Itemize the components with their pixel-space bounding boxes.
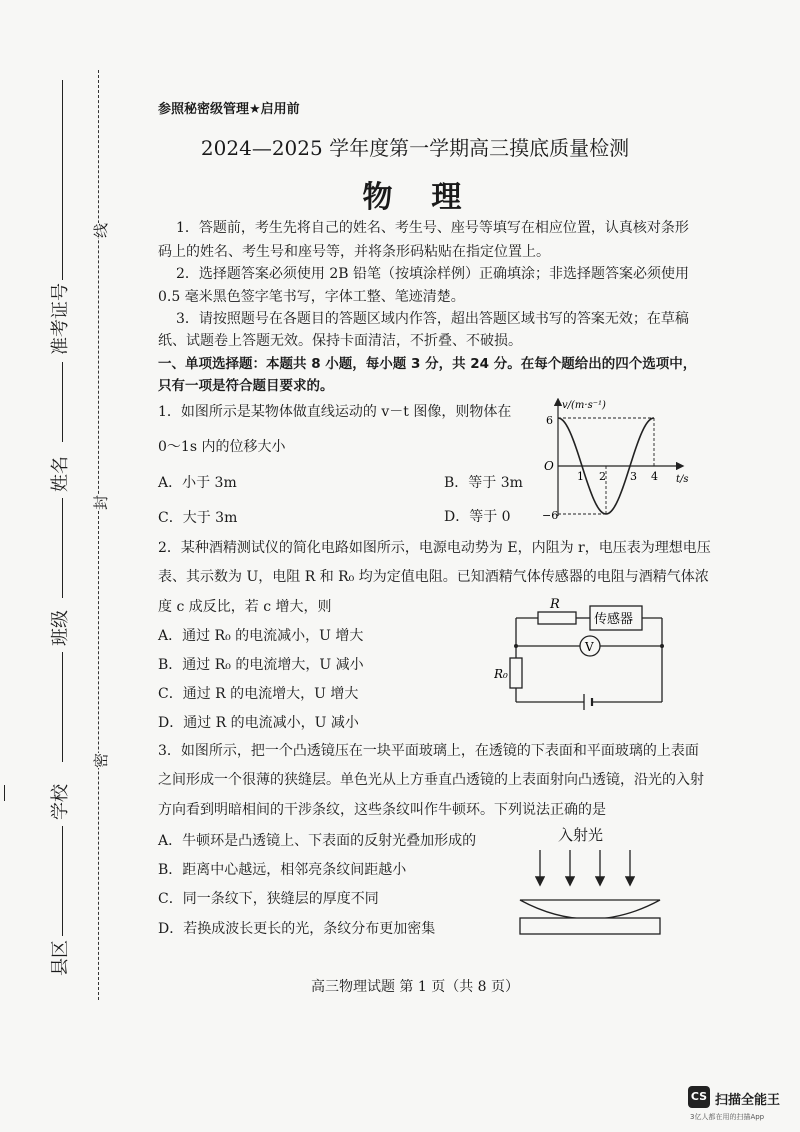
margin-label-name: 姓名 — [50, 456, 71, 492]
resistor-r — [538, 612, 576, 624]
q3-option-a: A．牛顿环是凸透镜上、下表面的反射光叠加形成的 — [158, 833, 477, 849]
graph-origin: O — [544, 459, 554, 473]
seal-char-secret: 密 — [92, 752, 110, 768]
margin-line — [62, 826, 63, 936]
graph-x-tick-3: 3 — [630, 470, 637, 483]
instruction-2b: 0.5 毫米黑色签字笔书写，字体工整、笔迹清楚。 — [158, 289, 465, 305]
graph-y-label: v/(m·s⁻¹) — [562, 400, 606, 411]
q1-option-a: A．小于 3m — [158, 475, 237, 491]
margin-line — [62, 80, 63, 280]
q3-option-c: C．同一条纹下，狭缝层的厚度不同 — [158, 891, 379, 907]
q2-stem-line1: 2．某种酒精测试仪的简化电路如图所示，电源电动势为 E，内阻为 r，电压表为理想电压 — [158, 540, 711, 556]
margin-line — [62, 652, 63, 762]
graph-x-tick-1: 1 — [577, 470, 584, 483]
section-heading-line1: 一、单项选择题：本题共 8 小题，每小题 3 分，共 24 分。在每个题给出的四个选项中， — [158, 356, 697, 372]
q1-option-c: C．大于 3m — [158, 510, 238, 526]
exam-title: 2024—2025 学年度第一学期高三摸底质量检测 — [200, 136, 630, 160]
incident-light-label: 入射光 — [558, 826, 604, 844]
graph-y-bottom: −6 — [542, 509, 559, 522]
q2-option-d: D．通过 R 的电流减小，U 减小 — [158, 715, 359, 731]
margin-line — [62, 362, 63, 442]
q2-circuit-diagram — [494, 598, 678, 722]
label-sensor: 传感器 — [594, 612, 634, 627]
label-r0: R₀ — [494, 667, 508, 681]
page-footer: 高三物理试题 第 1 页（共 8 页） — [310, 979, 520, 995]
q3-option-b: B．距离中心越远，相邻亮条纹间距越小 — [158, 862, 407, 878]
q1-option-b: B．等于 3m — [444, 475, 523, 491]
instruction-1b: 码上的姓名、考生号和座号等，并将条形码粘贴在指定位置上。 — [158, 244, 550, 260]
q2-option-c: C．通过 R 的电流增大，U 增大 — [158, 686, 359, 702]
label-voltmeter: V — [585, 640, 594, 654]
graph-x-tick-2: 2 — [599, 470, 606, 483]
margin-label-exam-id: 准考证号 — [50, 283, 71, 355]
scanner-tagline: 3亿人都在用的扫描App — [690, 1113, 765, 1121]
instruction-2a: 2．选择题答案必须使用 2B 铅笔（按填涂样例）正确填涂；非选择题答案必须使用 — [176, 266, 690, 282]
q1-vt-graph — [536, 398, 700, 524]
q3-stem-line1: 3．如图所示，把一个凸透镜压在一块平面玻璃上，在透镜的下表面和平面玻璃的上表面 — [158, 743, 699, 759]
scanner-logo-icon: CS — [688, 1086, 710, 1108]
instruction-1a: 1．答题前，考生先将自己的姓名、考生号、座号等填写在相应位置，认真核对条形 — [176, 220, 689, 236]
confidential-note: 参照秘密级管理★启用前 — [158, 102, 300, 117]
q3-option-d: D．若换成波长更长的光，条纹分布更加密集 — [158, 921, 436, 937]
scanner-brand: 扫描全能王 — [715, 1093, 781, 1108]
q1-option-d: D．等于 0 — [444, 509, 511, 525]
margin-label-school: 学校 — [50, 784, 71, 820]
graph-y-top: 6 — [546, 414, 553, 427]
q3-stem-line3: 方向看到明暗相间的干涉条纹，这些条纹叫作牛顿环。下列说法正确的是 — [158, 802, 606, 818]
q2-stem-line2: 表、其示数为 U，电阻 R 和 R₀ 均为定值电阻。已知酒精气体传感器的电阻与酒精气体浓 — [158, 569, 709, 585]
q1-stem-line2: 0～1s 内的位移大小 — [158, 439, 286, 455]
graph-x-label: t/s — [676, 474, 689, 485]
convex-lens — [520, 900, 660, 919]
graph-x-tick-4: 4 — [651, 470, 658, 483]
margin-label-class: 班级 — [50, 610, 71, 646]
label-r: R — [550, 598, 560, 612]
flat-glass-plate — [520, 918, 660, 934]
subject-title: 物 理 — [362, 180, 468, 215]
seal-line — [98, 70, 99, 1000]
resistor-r0 — [510, 658, 522, 688]
q3-newton-rings-figure — [512, 846, 668, 938]
seal-char-seal: 封 — [92, 494, 110, 510]
q2-option-a: A．通过 R₀ 的电流减小，U 增大 — [158, 628, 364, 644]
seal-char-line: 线 — [92, 222, 110, 238]
q1-stem-line1: 1．如图所示是某物体做直线运动的 v－t 图像，则物体在 — [158, 404, 512, 420]
q3-stem-line2: 之间形成一个很薄的狭缝层。单色光从上方垂直凸透镜的上表面射向凸透镜，沿光的入射 — [158, 772, 704, 788]
margin-label-district: 县区 — [50, 940, 71, 976]
section-heading-line2: 只有一项是符合题目要求的。 — [158, 378, 334, 394]
margin-line — [62, 498, 63, 598]
margin-tick — [4, 785, 5, 801]
instruction-3b: 纸、试题卷上答题无效。保持卡面清洁，不折叠、不破损。 — [158, 333, 522, 349]
instruction-3a: 3．请按照题号在各题目的答题区域内作答，超出答题区域书写的答案无效；在草稿 — [176, 311, 689, 327]
q2-option-b: B．通过 R₀ 的电流增大，U 减小 — [158, 657, 364, 673]
q2-stem-line3: 度 c 成反比，若 c 增大，则 — [158, 599, 332, 615]
